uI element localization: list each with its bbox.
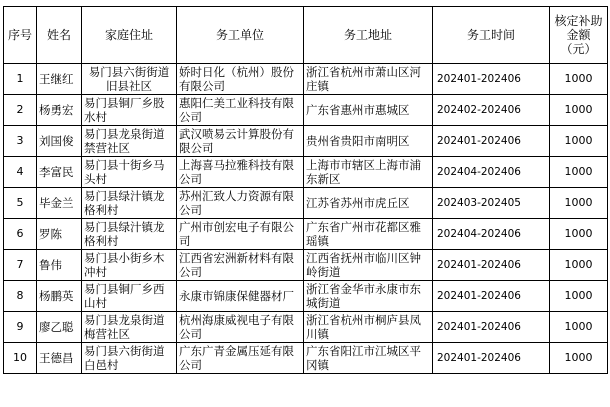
cell-amount: 1000 bbox=[550, 343, 608, 374]
table-row bbox=[4, 281, 608, 312]
cell-employer: 惠阳仁美工业科技有限公司 bbox=[177, 95, 304, 126]
cell-employer: 娇时日化（杭州）股份有限公司 bbox=[177, 64, 304, 95]
table-row bbox=[4, 250, 608, 281]
cell-work-location: 江西省抚州市临川区钟岭街道 bbox=[304, 250, 433, 281]
header-work-location: 务工地址 bbox=[304, 7, 433, 64]
cell-period: 202404-202406 bbox=[433, 157, 550, 188]
cell-employer: 杭州海康威视电子有限公司 bbox=[177, 312, 304, 343]
cell-work-location: 上海市市辖区上海市浦东新区 bbox=[304, 157, 433, 188]
cell-name: 王继红 bbox=[37, 64, 82, 95]
cell-employer: 广州市创宏电子有限公司 bbox=[177, 219, 304, 250]
cell-name: 刘国俊 bbox=[37, 126, 82, 157]
cell-period: 202401-202406 bbox=[433, 312, 550, 343]
cell-amount: 1000 bbox=[550, 95, 608, 126]
cell-index: 9 bbox=[4, 312, 37, 343]
cell-period: 202403-202405 bbox=[433, 188, 550, 219]
header-row bbox=[4, 7, 608, 64]
cell-work-location: 广东省阳江市江城区平冈镇 bbox=[304, 343, 433, 374]
cell-address: 易门县绿汁镇龙格利村 bbox=[82, 188, 177, 219]
cell-employer: 武汉喷易云计算股份有限公司 bbox=[177, 126, 304, 157]
table-row bbox=[4, 95, 608, 126]
cell-amount: 1000 bbox=[550, 64, 608, 95]
cell-name: 鲁伟 bbox=[37, 250, 82, 281]
table-row bbox=[4, 64, 608, 95]
cell-address: 易门县铜厂乡股水村 bbox=[82, 95, 177, 126]
cell-index: 4 bbox=[4, 157, 37, 188]
table-row bbox=[4, 219, 608, 250]
cell-index: 1 bbox=[4, 64, 37, 95]
cell-name: 杨鹏英 bbox=[37, 281, 82, 312]
cell-period: 202401-202406 bbox=[433, 343, 550, 374]
cell-period: 202401-202406 bbox=[433, 126, 550, 157]
cell-address: 易门县龙泉街道梅营社区 bbox=[82, 312, 177, 343]
cell-period: 202401-202406 bbox=[433, 64, 550, 95]
cell-work-location: 广东省惠州市惠城区 bbox=[304, 95, 433, 126]
cell-address: 易门县小街乡木冲村 bbox=[82, 250, 177, 281]
cell-amount: 1000 bbox=[550, 250, 608, 281]
table-row bbox=[4, 188, 608, 219]
table-row bbox=[4, 343, 608, 374]
header-address: 家庭住址 bbox=[82, 7, 177, 64]
cell-period: 202401-202406 bbox=[433, 281, 550, 312]
cell-employer: 江西省宏洲新材料有限公司 bbox=[177, 250, 304, 281]
cell-employer: 苏州汇致人力资源有限公司 bbox=[177, 188, 304, 219]
header-name: 姓名 bbox=[37, 7, 82, 64]
cell-period: 202404-202406 bbox=[433, 219, 550, 250]
cell-index: 8 bbox=[4, 281, 37, 312]
cell-period: 202402-202406 bbox=[433, 95, 550, 126]
cell-address: 易门县绿汁镇龙格利村 bbox=[82, 219, 177, 250]
cell-name: 李富民 bbox=[37, 157, 82, 188]
cell-amount: 1000 bbox=[550, 188, 608, 219]
cell-index: 10 bbox=[4, 343, 37, 374]
cell-index: 5 bbox=[4, 188, 37, 219]
header-period: 务工时间 bbox=[433, 7, 550, 64]
cell-address: 易门县龙泉街道禁营社区 bbox=[82, 126, 177, 157]
cell-work-location: 江苏省苏州市虎丘区 bbox=[304, 188, 433, 219]
cell-name: 罗陈 bbox=[37, 219, 82, 250]
table-row bbox=[4, 312, 608, 343]
cell-address: 易门县六街街道白邑村 bbox=[82, 343, 177, 374]
cell-work-location: 广东省广州市花都区雅瑶镇 bbox=[304, 219, 433, 250]
cell-amount: 1000 bbox=[550, 281, 608, 312]
cell-index: 6 bbox=[4, 219, 37, 250]
header-employer: 务工单位 bbox=[177, 7, 304, 64]
subsidy-table bbox=[3, 6, 608, 374]
cell-name: 毕金兰 bbox=[37, 188, 82, 219]
table-row bbox=[4, 157, 608, 188]
cell-index: 3 bbox=[4, 126, 37, 157]
cell-amount: 1000 bbox=[550, 219, 608, 250]
cell-work-location: 浙江省杭州市桐庐县凤川镇 bbox=[304, 312, 433, 343]
cell-address: 易门县十街乡马头村 bbox=[82, 157, 177, 188]
cell-work-location: 浙江省金华市永康市东城街道 bbox=[304, 281, 433, 312]
cell-name: 杨勇宏 bbox=[37, 95, 82, 126]
cell-address: 易门县六街街道旧县社区 bbox=[82, 64, 177, 95]
cell-amount: 1000 bbox=[550, 126, 608, 157]
header-amount: 核定补助金额（元） bbox=[550, 7, 608, 64]
cell-amount: 1000 bbox=[550, 157, 608, 188]
cell-work-location: 贵州省贵阳市南明区 bbox=[304, 126, 433, 157]
cell-employer: 永康市锦康保健器材厂 bbox=[177, 281, 304, 312]
header-index: 序号 bbox=[4, 7, 37, 64]
cell-index: 7 bbox=[4, 250, 37, 281]
cell-address: 易门县铜厂乡西山村 bbox=[82, 281, 177, 312]
cell-work-location: 浙江省杭州市萧山区河庄镇 bbox=[304, 64, 433, 95]
cell-employer: 上海喜马拉雅科技有限公司 bbox=[177, 157, 304, 188]
cell-period: 202401-202406 bbox=[433, 250, 550, 281]
cell-employer: 广东广青金属压延有限公司 bbox=[177, 343, 304, 374]
cell-index: 2 bbox=[4, 95, 37, 126]
table-row bbox=[4, 126, 608, 157]
cell-amount: 1000 bbox=[550, 312, 608, 343]
cell-name: 廖乙聪 bbox=[37, 312, 82, 343]
cell-name: 王德昌 bbox=[37, 343, 82, 374]
